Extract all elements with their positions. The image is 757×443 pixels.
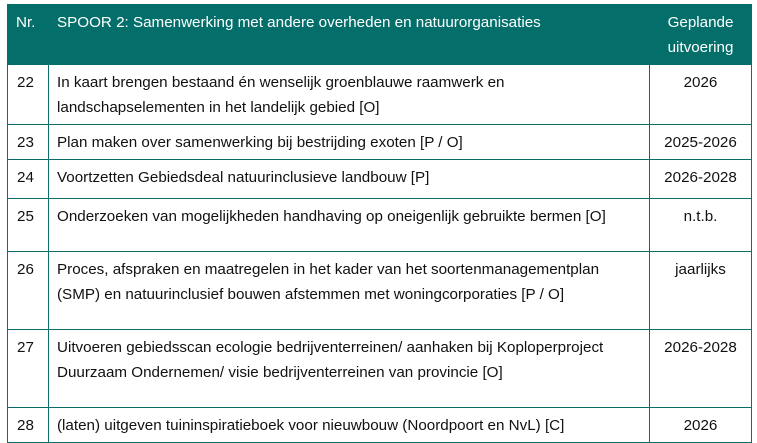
row-planned: 2026	[650, 65, 752, 125]
row-nr: 28	[8, 408, 49, 443]
table-header-row	[8, 5, 752, 65]
row-description: Proces, afspraken en maatregelen in het kader van het soortenmanagementplan (SMP) en natuurinclusief bouwen afstemmen met woningcorporaties [P / O]	[49, 252, 650, 330]
table-row	[8, 408, 752, 443]
action-table	[7, 4, 752, 443]
row-planned: 2025-2026	[650, 125, 752, 160]
row-nr: 25	[8, 199, 49, 252]
row-description: Voortzetten Gebiedsdeal natuurinclusieve landbouw [P]	[49, 160, 650, 199]
header-nr: Nr.	[8, 5, 49, 65]
row-planned: 2026-2028	[650, 160, 752, 199]
header-description: SPOOR 2: Samenwerking met andere overheden en natuurorganisaties	[49, 5, 650, 65]
row-nr: 22	[8, 65, 49, 125]
table-row	[8, 65, 752, 125]
row-nr: 24	[8, 160, 49, 199]
row-description: Uitvoeren gebiedsscan ecologie bedrijventerreinen/ aanhaken bij Koploperproject Duurzaam Ondernemen/ visie bedrijventerreinen van provincie [O]	[49, 330, 650, 408]
row-planned: 2026-2028	[650, 330, 752, 408]
row-nr: 26	[8, 252, 49, 330]
row-description: In kaart brengen bestaand én wenselijk groenblauwe raamwerk en landschapselementen in het landelijk gebied [O]	[49, 65, 650, 125]
table-row	[8, 252, 752, 330]
row-nr: 23	[8, 125, 49, 160]
table-row	[8, 125, 752, 160]
table-row	[8, 330, 752, 408]
row-nr: 27	[8, 330, 49, 408]
header-planned: Geplande uitvoering	[650, 5, 752, 65]
table-row	[8, 160, 752, 199]
table-row	[8, 199, 752, 252]
row-description: (laten) uitgeven tuininspiratieboek voor nieuwbouw (Noordpoort en NvL) [C]	[49, 408, 650, 443]
row-planned: 2026	[650, 408, 752, 443]
row-description: Onderzoeken van mogelijkheden handhaving op oneigenlijk gebruikte bermen [O]	[49, 199, 650, 252]
row-planned: jaarlijks	[650, 252, 752, 330]
row-planned: n.t.b.	[650, 199, 752, 252]
row-description: Plan maken over samenwerking bij bestrijding exoten [P / O]	[49, 125, 650, 160]
